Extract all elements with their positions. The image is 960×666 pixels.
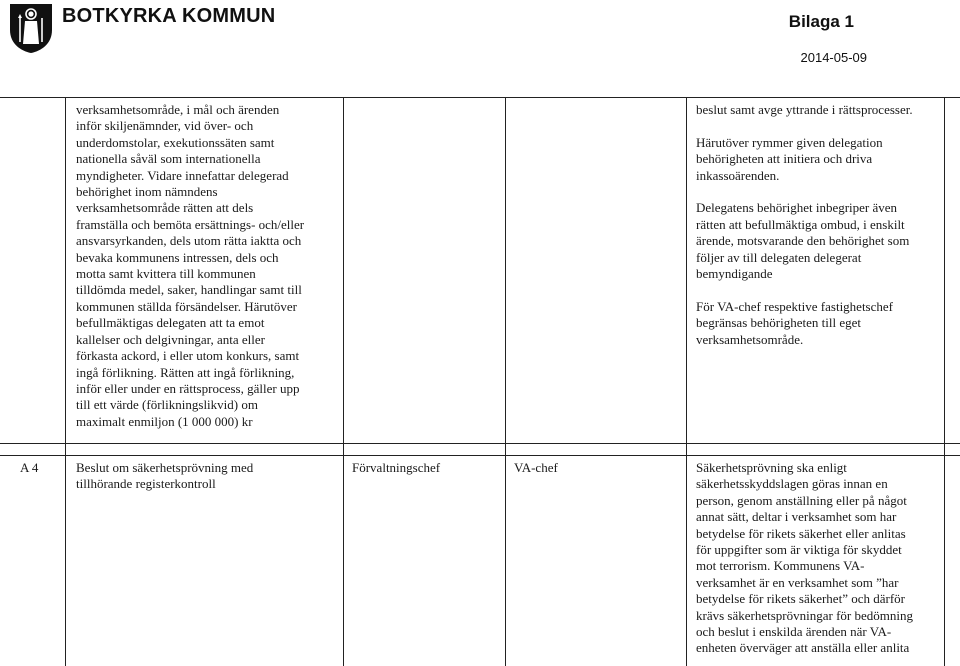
row-comment: Säkerhetsprövning ska enligt säkerhetsskyddslagen göras innan en person, genom anställning eller på något annat sätt, deltar i verksamhet som har betydelse för rikets säkerhet eller anlitas för uppgifter som är viktiga för skyddet mot terrorism. Kommunens VA- verksamhet är en verksamhet som ”har betydelse för rikets säkerhet” och därför krävs säkerhetsprövningar för bedömning och beslut i enskilda ärenden när VA- enheten överväger att anställa eller anlita — [696, 460, 913, 656]
column-divider — [505, 97, 506, 666]
column-divider — [686, 97, 687, 666]
column-divider — [65, 97, 66, 666]
row-number: A 4 — [20, 460, 39, 475]
document-date: 2014-05-09 — [800, 50, 867, 65]
row-divider — [0, 455, 960, 456]
page-header — [0, 0, 960, 80]
column-divider — [343, 97, 344, 666]
appendix-label: Bilaga 1 — [788, 12, 854, 31]
row-ersattare: VA-chef — [514, 460, 558, 475]
table-top-border — [0, 97, 960, 98]
row-description: Beslut om säkerhetsprövning med tillhörande registerkontroll — [76, 460, 254, 492]
row-divider — [0, 443, 960, 444]
row-delegat: Förvaltningschef — [352, 460, 441, 475]
row-description: verksamhetsområde, i mål och ärenden inför skiljenämnder, vid över- och underdomstolar, exekutionssäten samt nationella såväl som internationella myndigheter. Vidare innefattar delegerad behörighet inom nämndens verksamhetsområde rätten att dels framställa och bemöta ersättnings- och/eller ansvarsyrkanden, dels utom rätta iaktta och bevaka kommunens intressen, dels och motta samt kvittera till kommunen tilldömda medel, saker, handlingar samt till kommunen ställda försändelser. Härutöver befullmäktigas delegaten att ta emot kallelser och delgivningar, anta eller förkasta ackord, i eller utom konkurs, samt ingå förlikning. Rätten att ingå förlikning, inför eller under en rättsprocess, gäller upp till ett värde (förlikningslikvid) om maximalt enmiljon (1 000 000) kr — [76, 102, 305, 429]
coat-of-arms-logo — [8, 2, 54, 54]
row-comment: beslut samt avge yttrande i rättsprocesser. Härutöver rymmer given delegation behörigheten att initiera och driva inkassoärenden. Delegatens behörighet inbegriper även rätten att befullmäktiga ombud, i enskilt ärende, motsvarande den behörighet som följer av till delegaten delegerat bemyndigande För VA-chef respektive fastighetschef begränsas behörigheten till eget verksamhetsområde. — [696, 102, 913, 347]
organization-name: BOTKYRKA KOMMUN — [62, 5, 276, 27]
